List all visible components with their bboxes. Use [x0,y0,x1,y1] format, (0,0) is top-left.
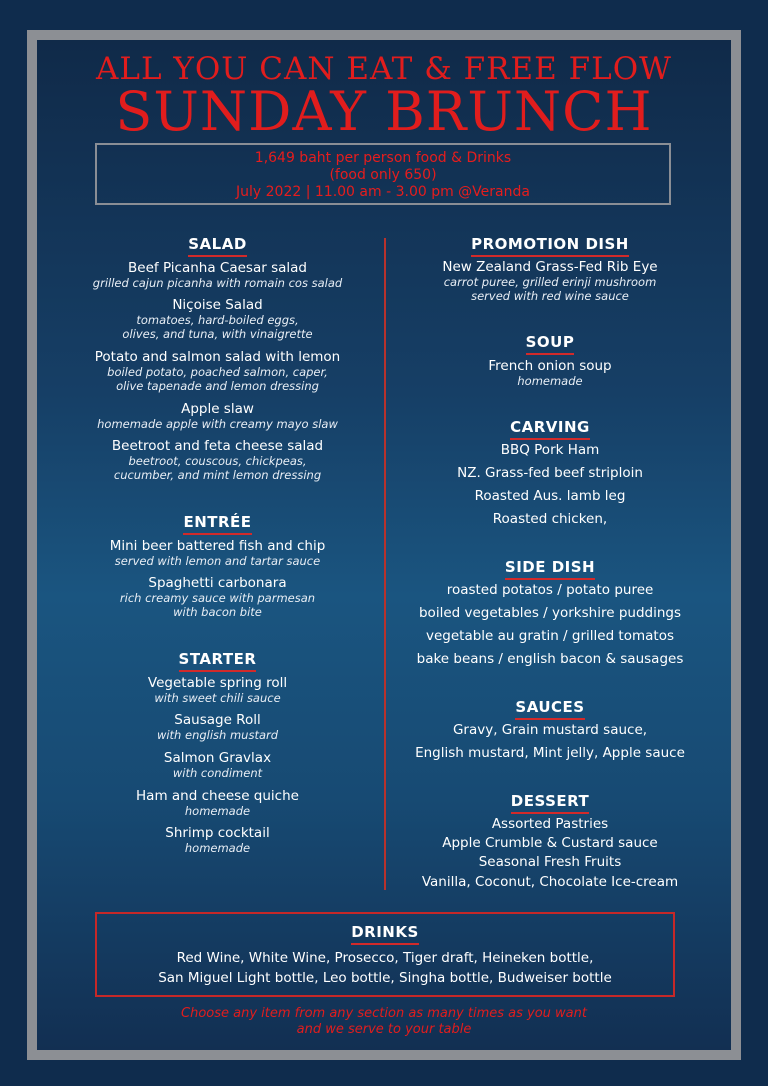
price-line: 1,649 baht per person food & Drinks [254,150,512,166]
carving-section-heading-wrap [390,417,710,440]
title-line-1: ALL YOU CAN EAT & FREE FLOW [96,51,672,87]
entree-heading: ENTRÉE [183,513,251,535]
menu-item [55,297,380,341]
menu-item [390,358,710,388]
drinks-list-line: Red Wine, White Wine, Prosecco, Tiger draft, Heineken bottle, [176,950,594,966]
carving-item: Roasted Aus. lamb leg [474,488,626,504]
date-time-venue-line: July 2022 | 11.00 am - 3.00 pm @Veranda [236,184,530,200]
item-description: olive tapenade and lemon dressing [116,379,319,393]
menu-item [390,259,710,303]
salad-heading: SALAD [188,235,247,257]
item-description: homemade apple with creamy mayo slaw [97,417,338,431]
item-description: with english mustard [156,728,279,742]
menu-item [55,675,380,705]
carving-item: NZ. Grass-fed beef striploin [457,465,643,481]
item-description: served with lemon and tartar sauce [114,554,321,568]
side-dish-item: bake beans / english bacon & sausages [416,651,684,667]
item-description: olives, and tuna, with vinaigrette [122,327,313,341]
promotion-section-heading-wrap [390,234,710,257]
item-description: homemade [517,374,583,388]
starter-section-heading-wrap [55,649,380,672]
sauce-item: Gravy, Grain mustard sauce, [452,722,648,738]
dessert-item: Vanilla, Coconut, Chocolate Ice-cream [421,874,679,890]
item-name: Apple slaw [181,401,254,417]
sauces-heading: SAUCES [515,698,584,720]
footer-note [37,1006,731,1038]
left-column [55,0,380,900]
menu-item [55,401,380,431]
soup-heading: SOUP [526,333,575,355]
menu-item [55,349,380,393]
menu-item [55,438,380,482]
title-line-2: SUNDAY BRUNCH [115,80,653,143]
item-description: served with red wine sauce [471,289,629,303]
carving-item: Roasted chicken, [492,511,608,527]
dessert-item: Apple Crumble & Custard sauce [442,835,658,851]
entree-section-heading-wrap [55,512,380,535]
dessert-section-heading-wrap [390,791,710,814]
salad-section-heading-wrap [55,234,380,257]
menu-item [55,260,380,290]
promotion-heading: PROMOTION DISH [471,235,629,257]
item-description: beetroot, couscous, chickpeas, [128,454,307,468]
menu-item [55,750,380,780]
food-only-price-line: (food only 650) [329,167,437,183]
menu-item [55,788,380,818]
item-description: grilled cajun picanha with romain cos salad [92,276,343,290]
carving-item: BBQ Pork Ham [500,442,600,458]
item-name: Ham and cheese quiche [136,788,299,804]
starter-heading: STARTER [179,650,257,672]
item-name: Beetroot and feta cheese salad [111,438,324,454]
item-description: tomatoes, hard-boiled eggs, [136,313,299,327]
item-name: New Zealand Grass-Fed Rib Eye [442,259,658,275]
dessert-heading: DESSERT [511,792,590,814]
item-name: Salmon Gravlax [163,750,272,766]
dessert-item: Seasonal Fresh Fruits [478,854,622,870]
footer-line: Choose any item from any section as many times as you want [181,1006,587,1021]
sauce-item: English mustard, Mint jelly, Apple sauce [415,745,685,761]
item-name: Niçoise Salad [172,297,263,313]
side-dish-item: vegetable au gratin / grilled tomatos [426,628,674,644]
side-dish-item: roasted potatos / potato puree [446,582,654,598]
item-name: Sausage Roll [174,712,261,728]
item-name: Vegetable spring roll [147,675,288,691]
menu-item [55,538,380,568]
item-description: boiled potato, poached salmon, caper, [107,365,328,379]
item-name: Potato and salmon salad with lemon [94,349,341,365]
menu-item [55,712,380,742]
item-name: Beef Picanha Caesar salad [128,260,307,276]
item-description: rich creamy sauce with parmesan [119,591,316,605]
soup-section-heading-wrap [390,332,710,355]
item-description: homemade [184,841,251,855]
menu-item [55,575,380,619]
drinks-heading: DRINKS [351,923,419,945]
item-description: carrot puree, grilled erinji mushroom [443,275,657,289]
drinks-box [95,912,675,997]
carving-heading: CARVING [510,418,590,440]
drinks-section-heading-wrap [97,922,673,945]
dessert-item: Assorted Pastries [491,816,609,832]
menu-item [55,825,380,855]
item-description: homemade [184,804,251,818]
item-name: Shrimp cocktail [165,825,270,841]
item-name: French onion soup [488,358,612,374]
item-description: cucumber, and mint lemon dressing [113,468,322,482]
side-dish-item: boiled vegetables / yorkshire puddings [418,605,681,621]
item-name: Spaghetti carbonara [148,575,287,591]
column-divider [384,238,386,890]
side-dish-section-heading-wrap [390,557,710,580]
footer-line: and we serve to your table [296,1022,472,1037]
right-column [390,0,710,900]
item-description: with bacon bite [173,605,262,619]
item-name: Mini beer battered fish and chip [109,538,326,554]
item-description: with sweet chili sauce [154,691,281,705]
side-dish-heading: SIDE DISH [505,558,595,580]
sauces-section-heading-wrap [390,697,710,720]
item-description: with condiment [172,766,263,780]
drinks-list-line: San Miguel Light bottle, Leo bottle, Singha bottle, Budweiser bottle [158,970,612,986]
